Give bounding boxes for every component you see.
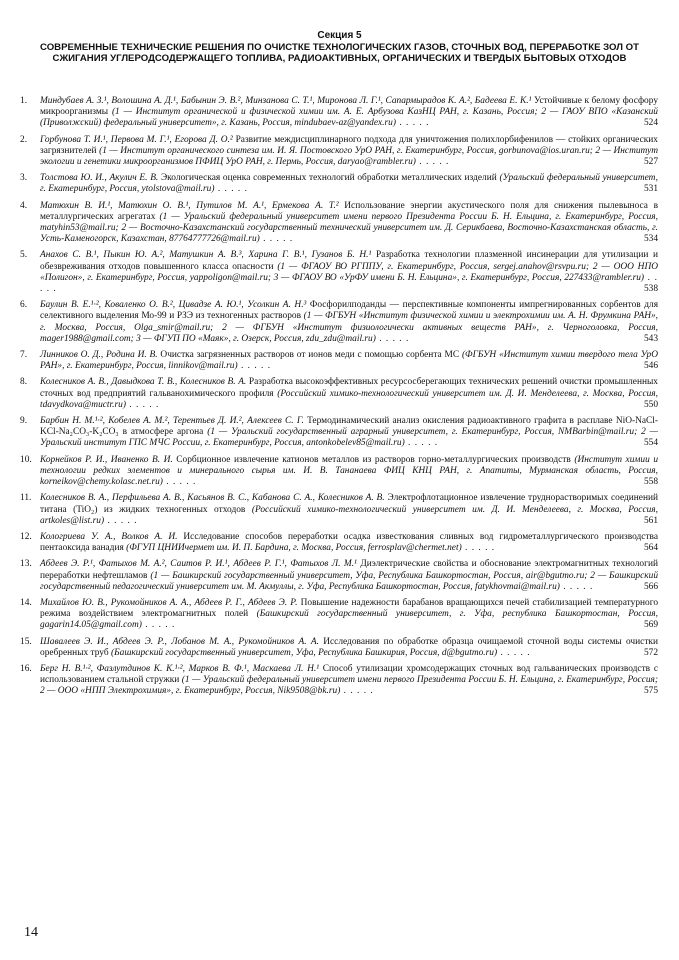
entry-authors: Шавалеев Э. И., Абдеев Э. Р., Лобанов М. А., Рукомойников А. А. [40, 636, 319, 647]
entry-affiliation: (Институт химии и технологии редких элементов и минерального сырья им. И. В. Тананаева ФИЦ КНЦ РАН, г. Апатиты, Мурманская область, Россия, korneikov@chemy.kolasc.net.ru) [40, 454, 659, 488]
entry-number: 1. [20, 96, 28, 106]
entry-affiliation: (Уральский федеральный университет, г. Екатеринбург, Россия, ytolstova@mail.ru) [40, 173, 659, 195]
entry-page-ref: 531 [643, 184, 658, 195]
page-number: 14 [24, 925, 38, 940]
entry-title: Устойчивые к белому фосфору микроорганизмы [40, 96, 659, 118]
dot-leader: . . . . . [375, 333, 410, 344]
toc-entry [18, 377, 658, 411]
toc-entry [18, 532, 658, 554]
entry-title: Использование энергии акустического поля для снижения пылевыноса в металлургических агрегатах [40, 200, 658, 222]
toc-entry [18, 300, 658, 345]
section-number: Секция 5 [317, 30, 362, 41]
toc-entry [18, 173, 658, 195]
entry-authors: Колесников В. А., Перфильева А. В., Касьянов В. С., Кабанова С. А., Колесников А. В. [40, 493, 385, 504]
entry-number: 9. [20, 416, 28, 427]
entry-affiliation: (Башкирский государственный университет, г. Уфа, республика Башкортостан, Россия, gagarin14.05@gmail.com) [40, 609, 659, 631]
entry-title: Диэлектрические свойства и обоснование электромагнитных технологий переработки нефтешламов [40, 559, 658, 581]
dot-leader: . . . . . [104, 515, 138, 526]
entry-title: Очистка загрязненных растворов от ионов меди с помощью сорбента МС [160, 350, 460, 361]
entry-authors: Миндубаев А. З.¹, Волошина А. Д.¹, Бабынин Э. В.², Минзанова С. Т.¹, Миронова Л. Г.¹, Сапармырадов К. А.², Бадеева Е. К.¹ [40, 96, 532, 106]
entry-page-ref: 546 [643, 361, 658, 372]
entry-authors: Баулин В. Е.¹·², Коваленко О. В.², Цивадзе А. Ю.¹, Усолкин А. Н.³ [40, 300, 307, 311]
entry-page-ref: 564 [643, 543, 658, 554]
entry-affiliation: (1 — Башкирский государственный университет, Уфа, Республика Башкортостан, Россия, air@bgutmo.ru; 2 — Башкирский государственный педагогический университет им. М. Акмуллы, г. Уфа, Республика Башкортостан, Россия, fatykhovmai@mail.ru) [40, 570, 659, 592]
dot-leader: . . . . . [396, 118, 430, 129]
entry-page-ref: 561 [643, 515, 658, 526]
dot-leader: . . . . . [461, 543, 496, 554]
entry-title: Повышение надежности барабанов вращающихся печей стабилизацией температурного режима воздействием электромагнитных полей [40, 597, 659, 620]
toc-entry [18, 416, 658, 450]
entry-affiliation: (Башкирский государственный университет, Уфа, Республика Башкирия, Россия, d@bgutmo.ru) [110, 647, 498, 658]
entry-title: Способ утилизации хромсодержащих сточных вод гальванических производств с использованием стальной стружки [40, 663, 658, 686]
toc-entry [18, 350, 658, 372]
entry-title: Электрофлотационное извлечение труднорастворимых соединений титана (TiO₂) из жидких техногенных отходов [40, 493, 658, 515]
entry-title: Разработка высокоэффективных ресурсосберегающих технических решений очистки промышленных сточных вод предприятий гальванохимического профиля [40, 377, 658, 399]
entry-page-ref: 554 [643, 438, 658, 449]
entry-affiliation: (ФГБУН «Институт химии твердого тела УрО РАН», г. Екатеринбург, Россия, linnikov@mail.ru) [40, 350, 658, 372]
entry-number: 16. [20, 663, 32, 674]
entry-authors: Берг Н. В.¹·², Фазлутдинов К. К.¹·², Марков В. Ф.¹, Маскаева Л. Н.¹ [40, 663, 320, 674]
entry-title: Разработка технологии плазменной инсинерации для утилизации и обезвреживания отходов повышенного класса опасности [40, 250, 658, 272]
entry-title: Сорбционное извлечение катионов металлов из растворов горно-металлургических производств [176, 454, 571, 465]
dot-leader: . . . . . [559, 581, 594, 592]
entry-number: 5. [20, 250, 28, 261]
entry-page-ref: 572 [643, 647, 658, 658]
entry-authors: Кологриева У. А., Волков А. И. [40, 531, 178, 542]
entry-page-ref: 538 [643, 284, 658, 295]
entry-affiliation: (1 — ФГАОУ ВО РГППУ, г. Екатеринбург, Россия, sergej.anahov@rsvpu.ru; 2 — ООО НПО «Полигон», г. Екатеринбург, Россия, yappoligon@mail.ru; 3 — ФГАОУ ВО «УрФУ имени Б. Н. Ельцина», г. Екатеринбург, Россия, 227433@rambler.ru) [40, 261, 658, 283]
entry-authors: Абдеев Э. Р.¹, Фатыхов М. А.², Саитов Р. И.¹, Абдеев Р. Г.¹, Фатыхов Л. М.¹ [40, 559, 357, 570]
entry-title: Развитие междисциплинарного подхода для уничтожения полихлорбифенилов — стойких органических загрязнителей [40, 134, 658, 156]
toc-entry [18, 664, 658, 698]
dot-leader: . . . . . [40, 272, 659, 295]
entry-number: 4. [20, 200, 28, 211]
entry-page-ref: 569 [643, 620, 658, 631]
entry-title: Исследования по обработке образца очищаемой сточной воды системы очистки оребренных труб [40, 636, 658, 658]
entry-title: Фосфорилподанды — перспективные компоненты импрегнированных сорбентов для селективного выделения Мо-99 и РЗЭ из техногенных растворов [40, 300, 659, 322]
entry-page-ref: 524 [643, 118, 658, 129]
entry-affiliation: (1 — Институт органической и физической химии им. А. Е. Арбузова КазНЦ РАН, г. Казань, Россия; 2 — ГАОУ ВПО «Казанский (Приволжский) федеральный университет», г. Казань, Россия, mindubaev-az@yandex.ru) [40, 107, 658, 129]
entry-title: Исследование способов переработки осадка известкования сливных вод гидрометаллургического производства пентаоксида ванадия [40, 531, 659, 554]
entry-number: 3. [20, 173, 28, 184]
entry-affiliation: (1 — Уральский федеральный университет имени первого Президента России Б. Н. Ельцина, г. Екатеринбург, Россия; 2 — ООО «НПП Электрохимия», г. Екатеринбург, Россия, Nik9508@bk.ru) [40, 675, 659, 697]
entry-page-ref: 534 [643, 234, 658, 245]
entry-affiliation: (Российский химико-технологический университет им. Д. И. Менделеева, г. Москва, Россия, tdavydkova@muctr.ru) [40, 388, 659, 410]
entry-authors: Михайлов Ю. В., Рукомойников А. А., Абдеев Р. Г., Абдеев Э. Р. [40, 597, 298, 608]
dot-leader: . . . . . [415, 157, 450, 168]
toc-entry [18, 201, 658, 246]
entry-page-ref: 566 [643, 581, 658, 592]
dot-leader: . . . . . [162, 477, 197, 488]
entry-authors: Корнейков Р. И., Иваненко В. И. [40, 454, 173, 465]
entry-title: Термодинамический анализ окисления радиоактивного графита в расплаве NiO-NaCl-KCl-Na₂CO₃-K₂CO₃ в атмосфере аргона [40, 416, 659, 438]
entry-page-ref: 550 [643, 399, 658, 410]
toc-entry [18, 96, 658, 130]
entry-number: 11. [20, 493, 32, 504]
entry-affiliation: (1 — Уральский федеральный университет имени первого Президента России Б. Н. Ельцина, г. Екатеринбург, Россия, matyhin53@mail.ru; 2 — Восточно-Казахстанский государственный технический университет им. Д. Серикбаева, Восточно-Казахстанская область, г. Усть-Каменогорск, Казахстан, 87764777726@mail.ru) [40, 211, 658, 245]
entry-title: Экологическая оценка современных технологий обработки металлических изделий [160, 173, 497, 184]
dot-leader: . . . . . [259, 234, 294, 245]
entry-affiliation: (Российский химико-технологический университет им. Д. И. Менделеева, г. Москва, Россия, artkoles@list.ru) [40, 504, 659, 526]
entry-authors: Толстова Ю. И., Акулич Е. В. [40, 173, 159, 184]
entry-affiliation: (ФГУП ЦНИИчермет им. И. П. Бардина, г. Москва, Россия, ferrosplav@chermet.net) [126, 543, 462, 554]
entry-page-ref: 558 [643, 477, 658, 488]
entry-number: 2. [20, 134, 28, 145]
entry-authors: Матюхин В. И.¹, Матюхин О. В.¹, Путилов М. А.¹, Ермекова А. Т.² [40, 200, 339, 211]
entry-number: 10. [20, 454, 32, 465]
entry-number: 8. [20, 377, 28, 388]
toc-entry [18, 493, 658, 527]
entry-authors: Барбин Н. М.¹·², Кобелев А. М.², Терентьев Д. И.², Алексеев С. Г. [40, 416, 304, 427]
section-title: СОВРЕМЕННЫЕ ТЕХНИЧЕСКИЕ РЕШЕНИЯ ПО ОЧИСТКЕ ТЕХНОЛОГИЧЕСКИХ ГАЗОВ, СТОЧНЫХ ВОД, ПЕРЕРАБОТКЕ ЗОЛ ОТ СЖИГАНИЯ УГЛЕРОДСОДЕРЖАЩЕГО ТОПЛИВА, РАДИОАКТИВНЫХ, ОРГАНИЧЕСКИХ И ТВЕРДЫХ БЫТОВЫХ ОТХОДОВ [40, 42, 639, 65]
dot-leader: . . . . . [125, 399, 160, 410]
entry-page-ref: 575 [643, 686, 658, 697]
entry-number: 13. [20, 559, 32, 570]
entry-number: 12. [20, 531, 32, 542]
entry-authors: Анахов С. В.¹, Пыкин Ю. А.², Матушкин А. В.³, Харина Г. В.¹, Гузанов Б. Н.¹ [40, 250, 372, 261]
entry-number: 14. [20, 597, 32, 608]
toc-entry [18, 598, 658, 632]
dot-leader: . . . . . [497, 647, 531, 658]
dot-leader: . . . . . [141, 620, 176, 631]
entry-number: 7. [20, 350, 28, 361]
table-of-contents [18, 96, 658, 703]
entry-page-ref: 543 [643, 333, 658, 344]
dot-leader: . . . . . [404, 438, 439, 449]
dot-leader: . . . . . [340, 686, 374, 697]
toc-entry [18, 455, 658, 489]
toc-entry [18, 559, 658, 593]
entry-number: 15. [20, 636, 32, 647]
entry-authors: Линников О. Д., Родина И. В. [40, 350, 158, 361]
dot-leader: . . . . . [214, 184, 248, 195]
dot-leader: . . . . . [237, 361, 272, 372]
entry-affiliation: (1 — Уральский государственный аграрный университет, г. Екатеринбург, Россия, NMBarbin@mail.ru; 2 — Уральский институт ГПС МЧС России, г. Екатеринбург, Россия, antonkobelev85@mail.ru) [40, 427, 659, 449]
entry-number: 6. [20, 300, 28, 311]
toc-entry [18, 250, 658, 295]
entry-affiliation: (1 — Институт органического синтеза им. И. Я. Постовского УрО РАН, г. Екатеринбург, Россия, gorbunova@ios.uran.ru; 2 — Институт экологии и генетики микроорганизмов ПФИЦ УрО РАН, г. Пермь, Россия, daryao@rambler.ru) [40, 145, 658, 168]
toc-entry [18, 637, 658, 659]
entry-page-ref: 527 [643, 157, 658, 168]
toc-entry [18, 135, 658, 169]
entry-affiliation: (1 — ФГБУН «Институт физической химии и электрохимии им. А. Н. Фрумкина РАН», г. Москва, Россия, Olga_smir@mail.ru; 2 — ФГБУН «Институт физиологически активных веществ РАН», г. Черноголовка, Россия, mager1988@gmail.com; 3 — ФГУП ПО «Маяк», г. Озерск, Россия, zdu_zdu@mail.ru) [40, 311, 658, 344]
entry-authors: Колесников А. В., Давыдкова Т. В., Колесников В. А. [40, 377, 247, 388]
entry-authors: Горбунова Т. И.¹, Первова М. Г.¹, Егорова Д. О.² [40, 134, 233, 145]
